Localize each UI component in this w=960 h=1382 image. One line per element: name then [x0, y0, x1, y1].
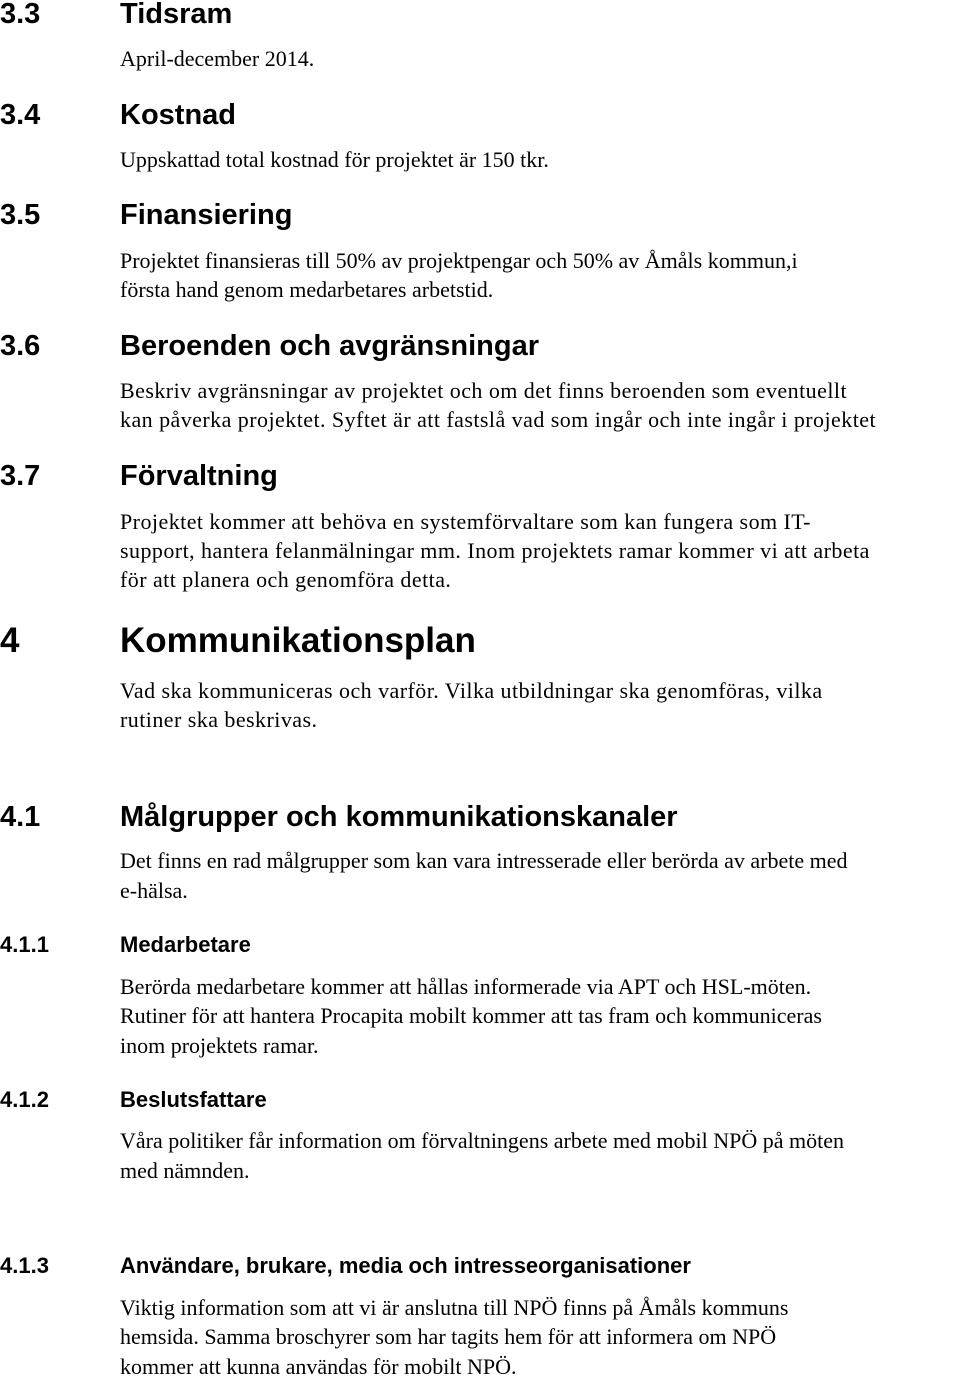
- section-4-1-1-line-1: Berörda medarbetare kommer att hållas informerade via APT och HSL-möten.: [120, 974, 812, 999]
- section-3-6-line-2: kan påverka projektet. Syftet är att fastslå vad som ingår och inte ingår i projektet: [120, 407, 877, 432]
- section-4-1-2-number: 4.1.2: [0, 1087, 49, 1112]
- section-3-6-number: 3.6: [0, 330, 41, 362]
- section-4-1-3-line-1: Viktig information som att vi är anslutna till NPÖ finns på Åmåls kommuns: [120, 1295, 789, 1320]
- section-3-5-line-1: Projektet finansieras till 50% av projektpengar och 50% av Åmåls kommun,i: [120, 248, 798, 273]
- section-3-6-title: Beroenden och avgränsningar: [120, 330, 539, 362]
- section-3-3-line-1: April-december 2014.: [120, 46, 315, 71]
- section-3-4-number: 3.4: [0, 99, 41, 131]
- section-3-6-line-1: Beskriv avgränsningar av projektet och om det finns beroenden som eventuellt: [120, 378, 848, 403]
- section-4-1-2-title: Beslutsfattare: [120, 1087, 267, 1112]
- section-3-4-title: Kostnad: [120, 99, 236, 131]
- section-3-5-number: 3.5: [0, 199, 41, 231]
- section-3-5-line-2: första hand genom medarbetares arbetstid.: [120, 277, 494, 302]
- section-4-1-1-title: Medarbetare: [120, 932, 251, 957]
- section-3-7-line-1: Projektet kommer att behöva en systemförvaltare som kan fungera som IT-: [120, 509, 811, 534]
- section-4-1-1-number: 4.1.1: [0, 932, 49, 957]
- section-4-1-2-line-2: med nämnden.: [120, 1158, 250, 1183]
- section-3-5-title: Finansiering: [120, 199, 293, 231]
- section-3-4-line-1: Uppskattad total kostnad för projektet är 150 tkr.: [120, 147, 549, 172]
- section-4-line-1: Vad ska kommuniceras och varför. Vilka utbildningar ska genomföras, vilka: [120, 678, 823, 703]
- section-4-1-1-line-2: Rutiner för att hantera Procapita mobilt kommer att tas fram och kommuniceras: [120, 1003, 822, 1028]
- section-4-1-3-title: Användare, brukare, media och intresseorganisationer: [120, 1253, 691, 1278]
- section-4-1-3-line-2: hemsida. Samma broschyrer som har tagits hem för att informera om NPÖ: [120, 1324, 777, 1349]
- section-4-1-2-line-1: Våra politiker får information om förvaltningens arbete med mobil NPÖ på möten: [120, 1128, 844, 1153]
- section-3-3-title: Tidsram: [120, 0, 233, 30]
- section-4-1-3-number: 4.1.3: [0, 1253, 49, 1278]
- section-4-1-line-1: Det finns en rad målgrupper som kan vara intresserade eller berörda av arbete med: [120, 848, 848, 873]
- section-4-title: Kommunikationsplan: [120, 621, 476, 660]
- section-4-line-2: rutiner ska beskrivas.: [120, 707, 318, 732]
- section-3-7-number: 3.7: [0, 460, 41, 492]
- section-4-number: 4: [0, 621, 20, 660]
- section-4-1-line-2: e-hälsa.: [120, 878, 188, 903]
- section-3-7-title: Förvaltning: [120, 460, 278, 492]
- section-3-3-number: 3.3: [0, 0, 41, 30]
- section-4-1-number: 4.1: [0, 801, 41, 833]
- section-4-1-3-line-3: kommer att kunna användas för mobilt NPÖ.: [120, 1354, 517, 1379]
- section-3-7-line-3: för att planera och genomföra detta.: [120, 567, 452, 592]
- section-4-1-title: Målgrupper och kommunikationskanaler: [120, 801, 678, 833]
- section-4-1-1-line-3: inom projektets ramar.: [120, 1033, 319, 1058]
- section-3-7-line-2: support, hantera felanmälningar mm. Inom projektets ramar kommer vi att arbeta: [120, 538, 870, 563]
